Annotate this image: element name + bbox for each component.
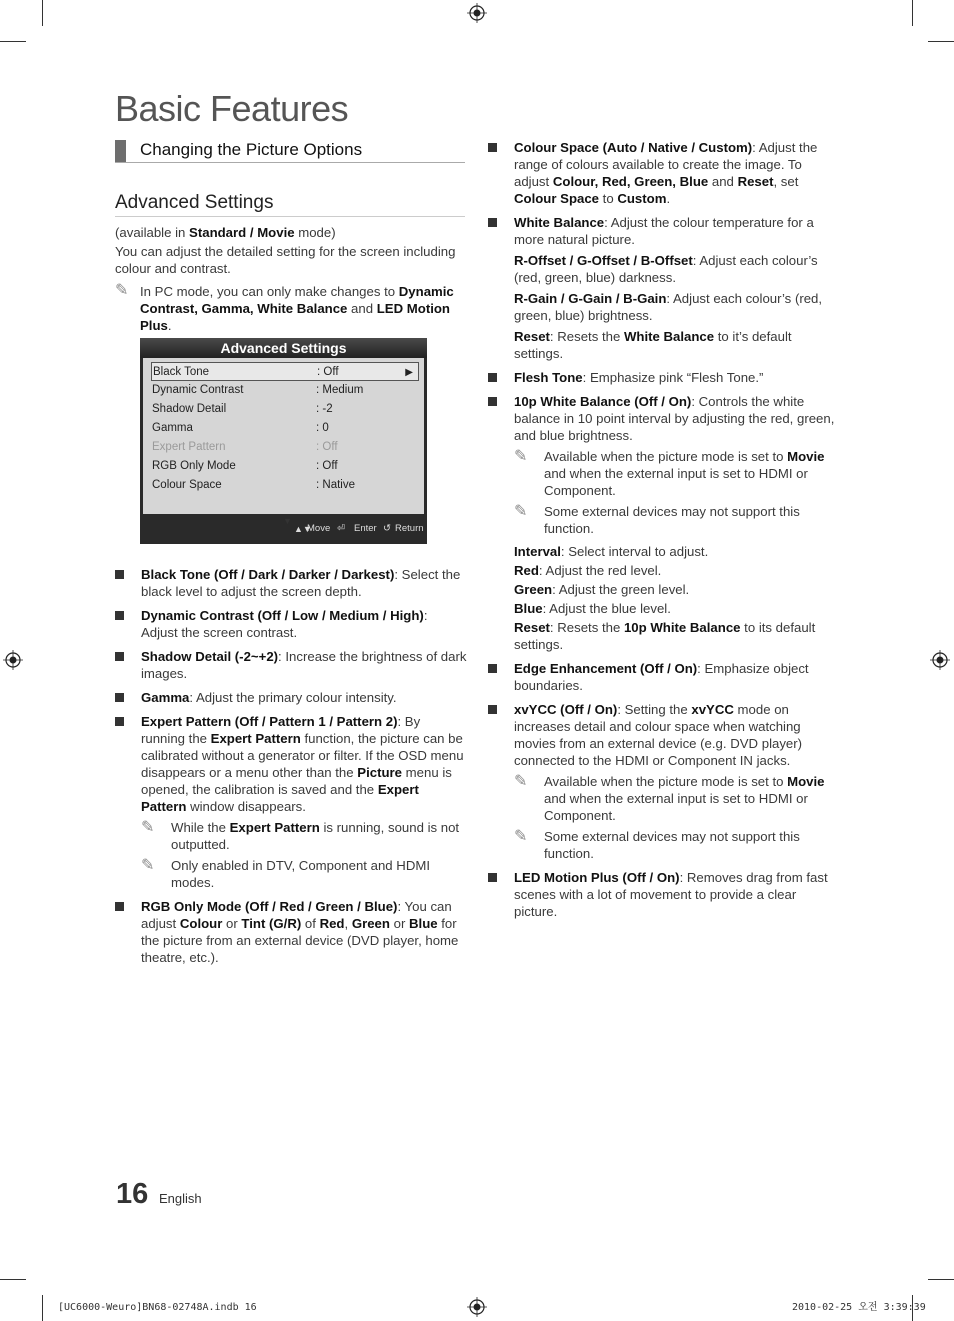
osd-item-rgb-only-mode[interactable]: RGB Only Mode : Off bbox=[152, 460, 338, 472]
bullet-rgb-only-mode: RGB Only Mode (Off / Red / Green / Blue): You can adjust Colour or Tint (G/R) of Red, Green or Blue for the picture from an external device (DVD player, home theatre, etc.). bbox=[115, 898, 467, 966]
bullet-square-icon bbox=[488, 664, 497, 673]
osd-item-colour-space[interactable]: Colour Space : Native bbox=[152, 479, 355, 491]
bullet-dynamic-contrast: Dynamic Contrast (Off / Low / Medium / High): Adjust the screen contrast. bbox=[115, 607, 467, 641]
pencil-note-icon: ✎ bbox=[141, 819, 155, 836]
arrow-right-icon: ▶ bbox=[405, 367, 413, 378]
bullet-black-tone: Black Tone (Off / Dark / Darker / Darkest): Select the black level to adjust the screen depth. bbox=[115, 566, 467, 600]
10p-note-movie-mode: ✎ Available when the picture mode is set to Movie and when the external input is set to HDMI or Component. bbox=[514, 448, 825, 498]
bullet-expert-pattern: Expert Pattern (Off / Pattern 1 / Pattern 2): By running the Expert Pattern function, the picture can be calibrated without a generator or filter. If the OSD menu disappears or a menu other than the Picture menu is opened, the calibration is saved and the Expert Pattern window disappears. ✎ While the Expert Pattern is running, sound is not outputted. ✎ Only enabled in DTV, Component and HDMI modes. bbox=[115, 713, 467, 891]
pencil-note-icon: ✎ bbox=[141, 857, 155, 874]
bullet-square-icon bbox=[115, 717, 124, 726]
10p-note-external-devices: ✎ Some external devices may not support this function. bbox=[514, 503, 800, 536]
section-header bbox=[115, 140, 465, 163]
osd-menu bbox=[140, 338, 427, 544]
bullet-square-icon bbox=[115, 693, 124, 702]
move-icon: ▲▼ bbox=[294, 524, 312, 534]
bullet-square-icon bbox=[488, 218, 497, 227]
page-title: Basic Features bbox=[115, 88, 349, 129]
osd-enter-label: Enter bbox=[354, 523, 377, 534]
xvycc-note-external-devices: ✎ Some external devices may not support this function. bbox=[514, 828, 800, 861]
registration-mark-icon bbox=[930, 650, 950, 670]
osd-item-shadow-detail[interactable]: Shadow Detail : -2 bbox=[152, 403, 333, 415]
expert-pattern-note-sound: ✎ While the Expert Pattern is running, sound is not outputted. bbox=[141, 819, 460, 852]
crop-mark bbox=[0, 41, 26, 42]
page-number: 16 bbox=[116, 1178, 149, 1210]
scroll-down-icon[interactable]: ▼ bbox=[283, 516, 292, 526]
registration-mark-icon bbox=[3, 650, 23, 670]
bullet-edge-enhancement: Edge Enhancement (Off / On): Emphasize object boundaries. bbox=[488, 660, 840, 694]
subsection-title: Advanced Settings bbox=[115, 192, 465, 217]
crop-mark bbox=[42, 0, 43, 26]
crop-mark bbox=[928, 41, 954, 42]
pencil-note-icon: ✎ bbox=[514, 503, 528, 520]
print-date-info: 2010-02-25 오전 3:39:39 bbox=[792, 1302, 926, 1313]
bullet-led-motion-plus: LED Motion Plus (Off / On): Removes drag from fast scenes with a lot of movement to provide a clear picture. bbox=[488, 869, 840, 920]
bullet-gamma: Gamma: Adjust the primary colour intensity. bbox=[115, 689, 467, 706]
osd-item-gamma[interactable]: Gamma : 0 bbox=[152, 422, 329, 434]
bullet-square-icon bbox=[488, 397, 497, 406]
osd-return-label: Return bbox=[395, 523, 424, 534]
10p-interval: Interval: Select interval to adjust. bbox=[514, 544, 709, 559]
expert-pattern-note-modes: ✎ Only enabled in DTV, Component and HDMI modes. bbox=[141, 857, 431, 890]
intro-description: You can adjust the detailed setting for the screen including colour and contrast. bbox=[115, 244, 456, 276]
print-file-info: [UC6000-Weuro]BN68-02748A.indb 16 bbox=[58, 1302, 257, 1313]
bullet-flesh-tone: Flesh Tone: Emphasize pink “Flesh Tone.” bbox=[488, 369, 840, 386]
registration-mark-icon bbox=[467, 3, 487, 23]
white-balance-gain: R-Gain / G-Gain / B-Gain: Adjust each colour’s (red, green, blue) brightness. bbox=[514, 291, 823, 323]
crop-mark bbox=[912, 0, 913, 26]
pencil-note-icon: ✎ bbox=[514, 773, 528, 790]
right-column bbox=[488, 139, 840, 927]
bullet-square-icon bbox=[488, 873, 497, 882]
bullet-white-balance: White Balance: Adjust the colour temperature for a more natural picture. R-Offset / G-Offset / B-Offset: Adjust each colour’s (red, green, blue) darkness. R-Gain / G-Gain / B-Gain: Adjust each colour’s (red, green, blue) brightness. Reset: Resets the White Balance to it’s default settings. bbox=[488, 214, 840, 362]
section-marker bbox=[115, 140, 126, 162]
bullet-square-icon bbox=[115, 611, 124, 620]
bullet-shadow-detail: Shadow Detail (-2~+2): Increase the brightness of dark images. bbox=[115, 648, 467, 682]
osd-move-label: Move bbox=[307, 523, 331, 534]
pencil-note-icon: ✎ bbox=[514, 828, 528, 845]
pencil-note-icon: ✎ bbox=[115, 282, 129, 299]
xvycc-note-movie-mode: ✎ Available when the picture mode is set to Movie and when the external input is set to HDMI or Component. bbox=[514, 773, 825, 823]
bullet-square-icon bbox=[115, 570, 124, 579]
enter-icon: ⏎ bbox=[337, 523, 345, 534]
availability-text: (available in Standard / Movie mode) bbox=[115, 225, 336, 240]
bullet-colour-space: Colour Space (Auto / Native / Custom): Adjust the range of colours available to create the image. To adjust Colour, Red, Green, Blue and Reset, set Colour Space to Custom. bbox=[488, 139, 840, 207]
10p-blue: Blue: Adjust the blue level. bbox=[514, 601, 671, 616]
osd-footer bbox=[140, 514, 427, 544]
pc-mode-note: ✎ In PC mode, you can only make changes to Dynamic Contrast, Gamma, White Balance and LED Motion Plus. bbox=[115, 282, 454, 333]
bullet-10p-white-balance: 10p White Balance (Off / On): Controls the white balance in 10 point interval by adjusting the red, green, and blue brightness. ✎ Available when the picture mode is set to Movie and when the external input is set to HDMI or Component. ✎ Some external devices may not support this function. Interval: Select interval to adjust. Red: Adjust the red level. Green: Adjust the green level. Blue: Adjust the blue level. Reset: Resets the 10p White Balance to its default settings. bbox=[488, 393, 840, 653]
10p-red: Red: Adjust the red level. bbox=[514, 563, 662, 578]
10p-green: Green: Adjust the green level. bbox=[514, 582, 690, 597]
bullet-square-icon bbox=[488, 705, 497, 714]
page-language: English bbox=[159, 1191, 202, 1206]
registration-mark-icon bbox=[467, 1297, 487, 1317]
bullet-xvycc: xvYCC (Off / On): Setting the xvYCC mode on increases detail and colour space when watching movies from an external device (e.g. DVD player) connected to the HDMI or Component IN jacks. ✎ Available when the picture mode is set to Movie and when the external input is set to HDMI or Component. ✎ Some external devices may not support this function. bbox=[488, 701, 840, 862]
section-title: Changing the Picture Options bbox=[140, 140, 363, 159]
bullet-square-icon bbox=[488, 373, 497, 382]
bullet-square-icon bbox=[488, 143, 497, 152]
pencil-note-icon: ✎ bbox=[514, 448, 528, 465]
osd-list bbox=[143, 358, 424, 526]
osd-item-dynamic-contrast[interactable]: Dynamic Contrast : Medium bbox=[152, 384, 364, 396]
white-balance-offset: R-Offset / G-Offset / B-Offset: Adjust each colour’s (red, green, blue) darkness. bbox=[514, 253, 818, 285]
10p-reset: Reset: Resets the 10p White Balance to its default settings. bbox=[514, 620, 816, 652]
bullet-square-icon bbox=[115, 652, 124, 661]
osd-item-black-tone[interactable]: Black Tone : Off ▶ bbox=[151, 362, 419, 381]
osd-title: Advanced Settings bbox=[140, 338, 427, 358]
bullet-square-icon bbox=[115, 902, 124, 911]
osd-item-expert-pattern: Expert Pattern : Off bbox=[152, 441, 338, 453]
return-icon: ↺ bbox=[383, 523, 391, 534]
white-balance-reset: Reset: Resets the White Balance to it’s default settings. bbox=[514, 329, 792, 361]
crop-mark bbox=[0, 1279, 26, 1280]
crop-mark bbox=[928, 1279, 954, 1280]
left-column bbox=[115, 224, 467, 973]
crop-mark bbox=[42, 1295, 43, 1321]
